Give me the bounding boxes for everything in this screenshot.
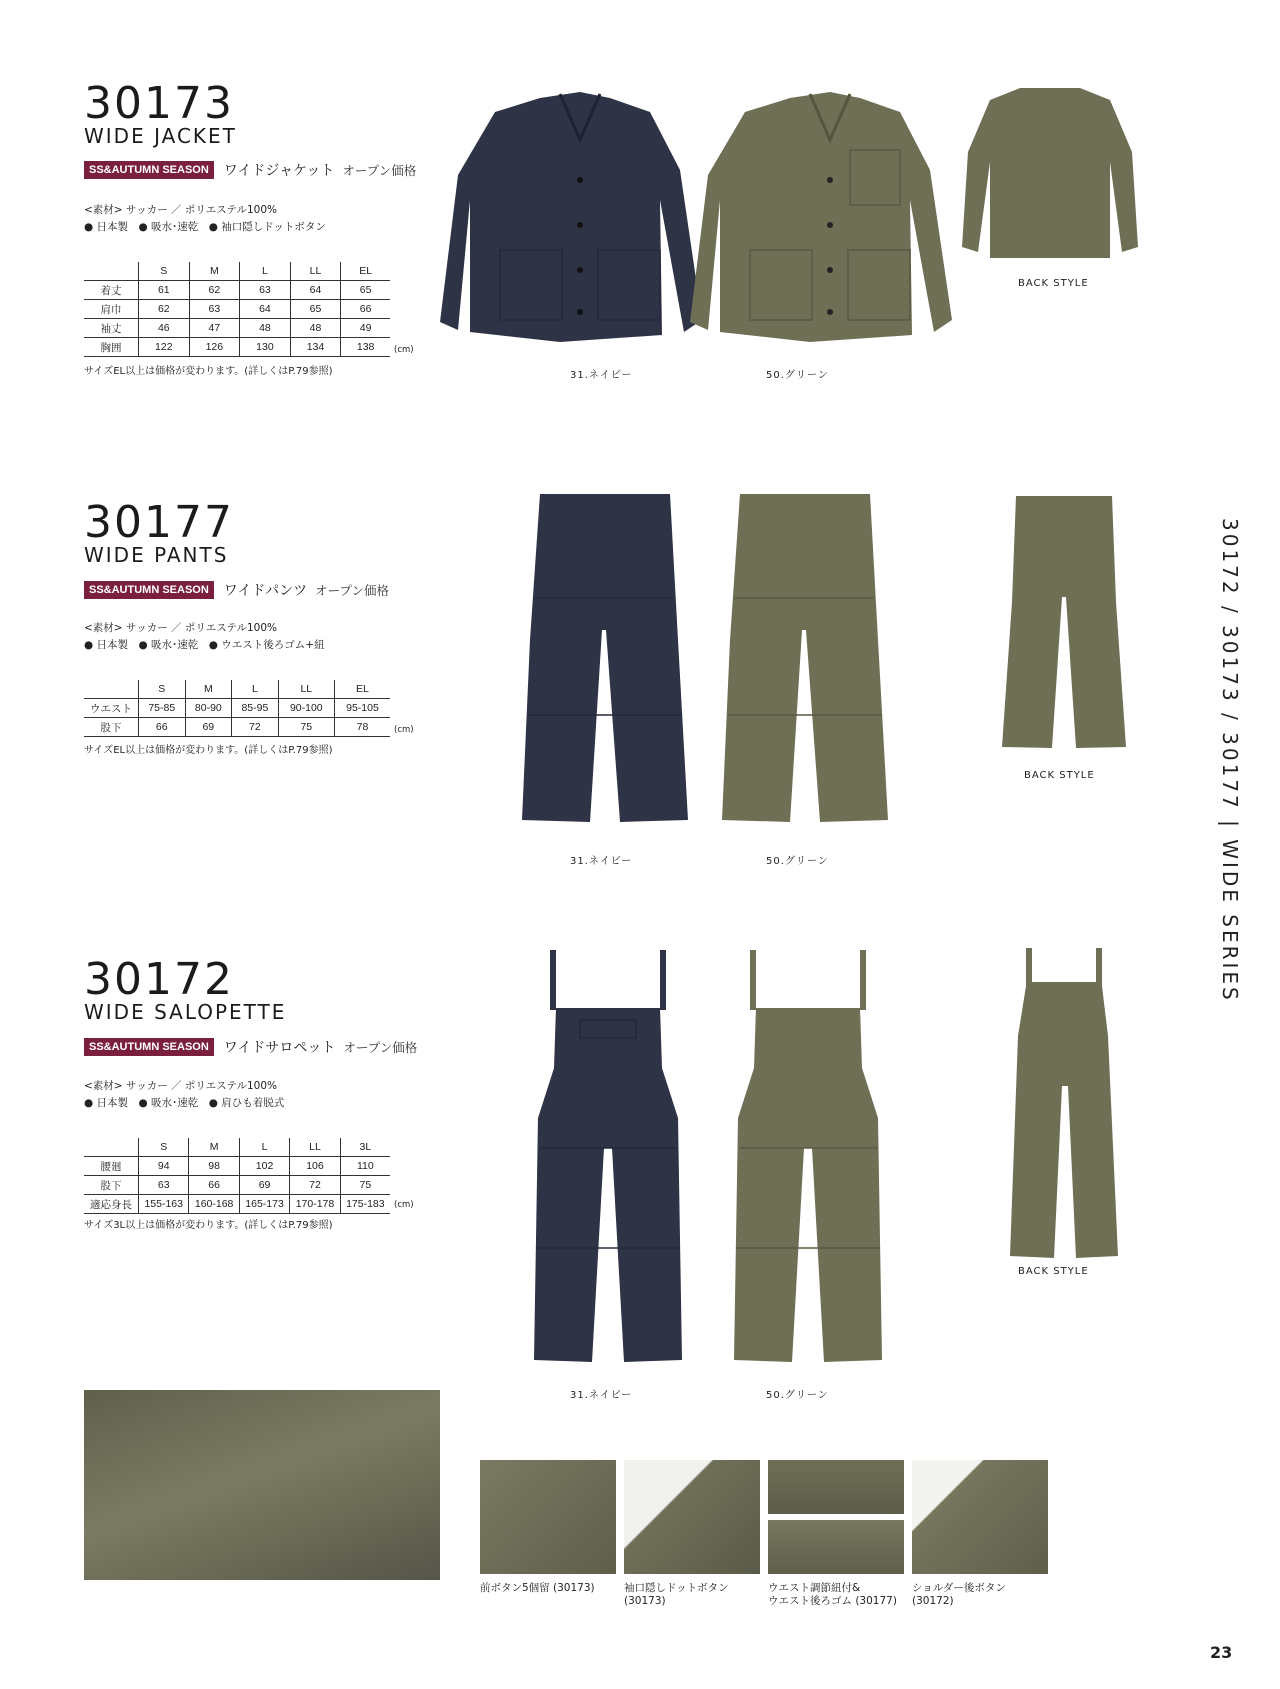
cell: 64 xyxy=(240,300,291,319)
table-row xyxy=(84,300,390,319)
cell: 49 xyxy=(341,319,390,338)
season-badge: SS&AUTUMN SEASON xyxy=(84,1038,214,1056)
detail-caption xyxy=(480,1582,616,1595)
size-header: LL xyxy=(278,680,334,699)
features: ● 日本製 ● 吸水･速乾 ● ウエスト後ろゴム+紐 xyxy=(84,639,325,651)
cell: 46 xyxy=(139,319,190,338)
product-name-en: WIDE JACKET xyxy=(84,124,237,148)
salopette-back-image xyxy=(996,946,1136,1262)
product-name-en: WIDE SALOPETTE xyxy=(84,1000,287,1024)
green-jacket-image xyxy=(690,92,952,342)
cell: 47 xyxy=(189,319,240,338)
row-label: ウエスト xyxy=(84,699,139,718)
detail-caption xyxy=(624,1582,764,1608)
cell: 110 xyxy=(340,1157,390,1176)
table-row xyxy=(84,1176,390,1195)
feature: 袖口隠しドットボタン xyxy=(221,221,326,233)
caption-line: 袖口隠しドットボタン xyxy=(624,1582,729,1594)
row-label: 袖丈 xyxy=(84,319,139,338)
navy-jacket-image xyxy=(440,92,702,342)
green-salopette-image xyxy=(734,950,882,1362)
cell: 102 xyxy=(239,1157,289,1176)
cell: 155-163 xyxy=(139,1195,189,1214)
feature: ウエスト後ろゴム+紐 xyxy=(221,639,325,651)
page-number: 23 xyxy=(1210,1643,1233,1662)
price: オープン価格 xyxy=(343,1040,418,1055)
color-label: 50.グリーン xyxy=(766,370,829,381)
cell: 69 xyxy=(185,718,232,737)
product-header xyxy=(84,580,389,600)
cell: 66 xyxy=(341,300,390,319)
cell: 48 xyxy=(290,319,341,338)
back-style-label: BACK STYLE xyxy=(1018,1266,1089,1277)
cell: 85-95 xyxy=(232,699,279,718)
material-block xyxy=(84,202,326,236)
size-header: M xyxy=(185,680,232,699)
detail-caption xyxy=(768,1582,914,1608)
cell: 66 xyxy=(139,718,186,737)
cell: 75-85 xyxy=(139,699,186,718)
caption-line: (30172) xyxy=(912,1595,954,1607)
cell: 134 xyxy=(290,338,341,357)
product-name-jp: ワイドサロペット xyxy=(223,1040,336,1056)
salopette-photos xyxy=(520,948,900,1368)
cell: 170-178 xyxy=(290,1195,340,1214)
table-row xyxy=(84,718,390,737)
season-badge: SS&AUTUMN SEASON xyxy=(84,161,214,179)
cell: 63 xyxy=(189,300,240,319)
cell: 126 xyxy=(189,338,240,357)
row-label: 着丈 xyxy=(84,281,139,300)
cell: 65 xyxy=(341,281,390,300)
cell: 98 xyxy=(189,1157,239,1176)
cell: 80-90 xyxy=(185,699,232,718)
cell: 61 xyxy=(139,281,190,300)
unit-label: (cm) xyxy=(394,1200,414,1210)
cell: 90-100 xyxy=(278,699,334,718)
unit-label: (cm) xyxy=(394,725,414,735)
size-header: LL xyxy=(290,262,341,281)
table-row xyxy=(84,1195,390,1214)
size-header: L xyxy=(239,1138,289,1157)
detail-front-button-image xyxy=(480,1460,616,1574)
material: <素材> サッカー ／ ポリエステル100% xyxy=(84,204,277,216)
size-header: L xyxy=(232,680,279,699)
cell: 63 xyxy=(240,281,291,300)
back-style-label: BACK STYLE xyxy=(1018,278,1089,289)
table-row xyxy=(84,319,390,338)
color-label: 31.ネイビー xyxy=(570,1390,633,1401)
size-note: サイズEL以上は価格が変わります。(詳しくはP.79参照) xyxy=(84,745,333,756)
product-name-jp: ワイドパンツ xyxy=(223,583,308,599)
cell: 63 xyxy=(139,1176,189,1195)
cell: 95-105 xyxy=(334,699,390,718)
cell: 160-168 xyxy=(189,1195,239,1214)
detail-caption xyxy=(912,1582,1048,1608)
product-name-en: WIDE PANTS xyxy=(84,543,229,567)
table-row xyxy=(84,338,390,357)
cell: 72 xyxy=(290,1176,340,1195)
cell: 130 xyxy=(240,338,291,357)
feature: 日本製 xyxy=(96,221,128,233)
product-header xyxy=(84,160,416,180)
feature: 吸水･速乾 xyxy=(151,639,199,651)
features: ● 日本製 ● 吸水･速乾 ● 袖口隠しドットボタン xyxy=(84,221,326,233)
unit-label: (cm) xyxy=(394,345,414,355)
row-label: 股下 xyxy=(84,718,139,737)
product-code: 30172 xyxy=(84,954,234,1005)
color-label: 31.ネイビー xyxy=(570,370,633,381)
pants-photos xyxy=(520,490,900,830)
cell: 138 xyxy=(341,338,390,357)
product-header xyxy=(84,1037,417,1057)
cell: 175-183 xyxy=(340,1195,390,1214)
navy-pants-image xyxy=(522,494,688,822)
size-note: サイズEL以上は価格が変わります。(詳しくはP.79参照) xyxy=(84,366,333,377)
detail-waist-cord-image xyxy=(768,1460,904,1514)
row-label: 胸囲 xyxy=(84,338,139,357)
caption-line: ショルダー後ボタン xyxy=(912,1582,1006,1594)
jacket-photos xyxy=(440,80,960,370)
table-row xyxy=(84,1157,390,1176)
size-header: 3L xyxy=(340,1138,390,1157)
color-label: 31.ネイビー xyxy=(570,856,633,867)
feature: 肩ひも着脱式 xyxy=(221,1097,285,1109)
material-block xyxy=(84,1078,284,1112)
size-header: LL xyxy=(290,1138,340,1157)
size-note: サイズ3L以上は価格が変わります。(詳しくはP.79参照) xyxy=(84,1220,333,1231)
cell: 65 xyxy=(290,300,341,319)
price: オープン価格 xyxy=(315,583,389,598)
caption-line: ウエスト調節紐付& xyxy=(768,1582,861,1594)
size-header: M xyxy=(189,262,240,281)
product-name-jp: ワイドジャケット xyxy=(223,163,335,179)
size-table xyxy=(84,262,390,357)
table-row xyxy=(84,699,390,718)
cell: 66 xyxy=(189,1176,239,1195)
material-block xyxy=(84,620,325,654)
color-label: 50.グリーン xyxy=(766,856,829,867)
row-label: 腰廻 xyxy=(84,1157,139,1176)
size-header: EL xyxy=(334,680,390,699)
size-header: S xyxy=(139,1138,189,1157)
caption-line: (30173) xyxy=(624,1595,666,1607)
features: ● 日本製 ● 吸水･速乾 ● 肩ひも着脱式 xyxy=(84,1097,285,1109)
cell: 122 xyxy=(139,338,190,357)
row-label: 肩巾 xyxy=(84,300,139,319)
pants-back-image xyxy=(1000,492,1130,752)
side-series-title: 30172 / 30173 / 30177 | WIDE SERIES xyxy=(1218,518,1242,1003)
table-row xyxy=(84,281,390,300)
product-code: 30177 xyxy=(84,497,234,548)
cell: 75 xyxy=(278,718,334,737)
color-label: 50.グリーン xyxy=(766,1390,829,1401)
detail-waist-elastic-image xyxy=(768,1520,904,1574)
size-table xyxy=(84,1138,390,1214)
cell: 64 xyxy=(290,281,341,300)
fabric-swatch-image xyxy=(84,1390,440,1580)
green-pants-image xyxy=(722,494,888,822)
cell: 165-173 xyxy=(239,1195,289,1214)
feature: 日本製 xyxy=(96,1097,128,1109)
feature: 日本製 xyxy=(96,639,128,651)
cell: 106 xyxy=(290,1157,340,1176)
row-label: 適応身長 xyxy=(84,1195,139,1214)
cell: 72 xyxy=(232,718,279,737)
cell: 62 xyxy=(189,281,240,300)
back-style-label: BACK STYLE xyxy=(1024,770,1095,781)
caption-line: ウエスト後ろゴム (30177) xyxy=(768,1595,897,1607)
feature: 吸水･速乾 xyxy=(151,1097,199,1109)
row-label: 股下 xyxy=(84,1176,139,1195)
navy-salopette-image xyxy=(534,950,682,1362)
size-header: S xyxy=(139,680,186,699)
detail-shoulder-button-image xyxy=(912,1460,1048,1574)
product-code: 30173 xyxy=(84,78,234,129)
feature: 吸水･速乾 xyxy=(151,221,199,233)
size-header: L xyxy=(240,262,291,281)
material: <素材> サッカー ／ ポリエステル100% xyxy=(84,622,277,634)
cell: 48 xyxy=(240,319,291,338)
cell: 78 xyxy=(334,718,390,737)
season-badge: SS&AUTUMN SEASON xyxy=(84,581,214,599)
size-header: S xyxy=(139,262,190,281)
size-table xyxy=(84,680,390,737)
cell: 94 xyxy=(139,1157,189,1176)
detail-cuff-button-image xyxy=(624,1460,760,1574)
cell: 75 xyxy=(340,1176,390,1195)
size-header: M xyxy=(189,1138,239,1157)
material: <素材> サッカー ／ ポリエステル100% xyxy=(84,1080,277,1092)
price: オープン価格 xyxy=(342,163,417,178)
caption-line: 前ボタン5個留 (30173) xyxy=(480,1582,595,1594)
cell: 62 xyxy=(139,300,190,319)
size-header: EL xyxy=(341,262,390,281)
cell: 69 xyxy=(239,1176,289,1195)
jacket-back-image xyxy=(960,82,1140,272)
